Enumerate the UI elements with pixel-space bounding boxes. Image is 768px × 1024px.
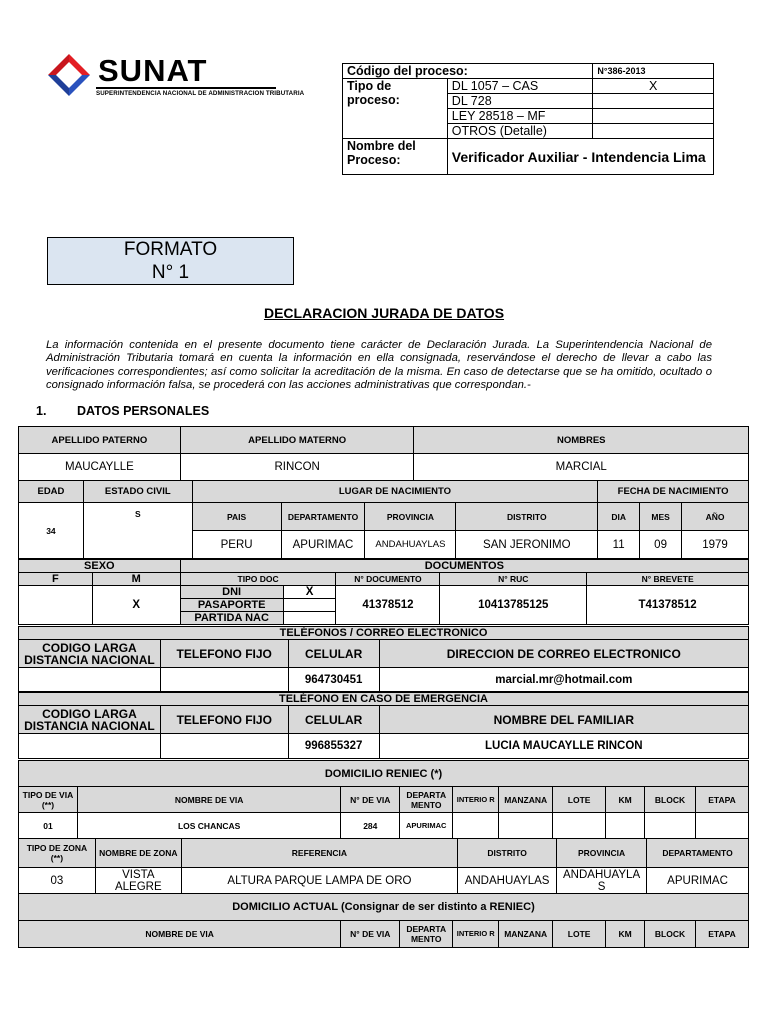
nombres: MARCIAL	[414, 454, 749, 481]
process-type-mark	[593, 109, 714, 124]
tipo-zona: 03	[19, 868, 96, 894]
process-type-name: DL 1057 – CAS	[447, 79, 593, 94]
current-address-band: DOMICILIO ACTUAL (Consignar de ser distinto a RENIEC)	[19, 894, 749, 921]
interior	[453, 813, 499, 839]
col-header: N° DOCUMENTO	[336, 573, 440, 586]
col-header: DEPARTAMENTO	[281, 503, 365, 531]
col-header: DIRECCION DE CORREO ELECTRONICO	[379, 640, 748, 668]
doc-type-mark	[283, 599, 336, 612]
col-header: MES	[640, 503, 682, 531]
tipo-via: 01	[19, 813, 78, 839]
col-header: TIPO DE VIA (**)	[19, 787, 78, 813]
emergency-band: TELÉFONO EN CASO DE EMERGENCIA	[19, 693, 749, 706]
col-header: N° BREVETE	[587, 573, 749, 586]
provincia: ANDAHUAYLAS	[365, 531, 456, 559]
section-heading	[36, 404, 209, 418]
col-header: CODIGO LARGA DISTANCIA NACIONAL	[19, 706, 161, 734]
col-header: N° DE VIA	[341, 787, 400, 813]
apellido-paterno: MAUCAYLLE	[19, 454, 181, 481]
etapa	[695, 813, 748, 839]
logo-wordmark: SUNAT	[98, 53, 208, 88]
nombre-via: LOS CHANCAS	[77, 813, 340, 839]
telefono-fijo	[160, 668, 288, 692]
codigo-larga-distancia	[19, 734, 161, 759]
col-header: APELLIDO PATERNO	[19, 427, 181, 454]
col-header: CODIGO LARGA DISTANCIA NACIONAL	[19, 640, 161, 668]
manzana	[499, 813, 553, 839]
col-header: INTERIO R	[453, 787, 499, 813]
col-header: PROVINCIA	[557, 839, 647, 868]
col-header: LOTE	[553, 921, 606, 948]
col-header: APELLIDO MATERNO	[180, 427, 414, 454]
col-header: INTERIO R	[453, 921, 499, 948]
process-type-mark	[593, 94, 714, 109]
process-code-value: N°386-2013	[593, 64, 714, 79]
nombre-zona: VISTA ALEGRE	[95, 868, 181, 894]
block	[645, 813, 696, 839]
process-table	[342, 63, 714, 175]
doc-type: DNI	[180, 586, 283, 599]
section-label: DATOS PERSONALES	[77, 404, 210, 418]
col-header: CELULAR	[288, 706, 379, 734]
col-header: LUGAR DE NACIMIENTO	[192, 481, 598, 503]
col-header: ETAPA	[696, 921, 749, 948]
col-header: DISTRITO	[458, 839, 557, 868]
col-header: FECHA DE NACIMIENTO	[598, 481, 749, 503]
current-address-table	[18, 893, 749, 948]
telefono-fijo	[160, 734, 288, 759]
doc-type: PARTIDA NAC	[180, 612, 283, 625]
col-header: EDAD	[19, 481, 84, 503]
process-type-name: OTROS (Detalle)	[447, 124, 593, 139]
referencia: ALTURA PARQUE LAMPA DE ORO	[181, 868, 457, 894]
col-header: MANZANA	[499, 921, 553, 948]
formato-line1: FORMATO	[123, 239, 218, 260]
numero-brevete: T41378512	[587, 586, 749, 625]
doc-type: PASAPORTE	[180, 599, 283, 612]
sexo-f	[19, 586, 93, 625]
dia: 11	[598, 531, 640, 559]
col-header: AÑO	[682, 503, 749, 531]
departamento-via: APURIMAC	[400, 813, 453, 839]
col-header: BLOCK	[645, 787, 696, 813]
col-header: TELEFONO FIJO	[160, 706, 288, 734]
col-header: M	[92, 573, 180, 586]
logo-subtitle: SUPERINTENDENCIA NACIONAL DE ADMINISTRACION TRIBUTARIA	[96, 87, 276, 97]
mes: 09	[640, 531, 682, 559]
codigo-larga-distancia	[19, 668, 161, 692]
col-header: NOMBRE DE ZONA	[95, 839, 181, 868]
anio: 1979	[682, 531, 749, 559]
emergency-table	[18, 692, 749, 759]
sunat-logo	[46, 52, 305, 100]
numero-ruc: 10413785125	[440, 586, 587, 625]
reniec-band: DOMICILIO RENIEC (*)	[19, 761, 749, 787]
process-type-mark	[593, 124, 714, 139]
col-header: DISTRITO	[456, 503, 598, 531]
celular-emergencia: 996855327	[288, 734, 379, 759]
names-table	[18, 426, 749, 481]
col-header: TELEFONO FIJO	[160, 640, 288, 668]
col-header: BLOCK	[645, 921, 696, 948]
col-header: PAIS	[192, 503, 281, 531]
col-header: DEPARTAMENTO	[647, 839, 749, 868]
col-header: MANZANA	[499, 787, 553, 813]
col-header: DEPARTA MENTO	[400, 787, 453, 813]
col-header: ETAPA	[695, 787, 748, 813]
reniec-table	[18, 760, 749, 839]
birth-table	[18, 480, 749, 559]
col-header: N° RUC	[440, 573, 587, 586]
process-type-mark: X	[593, 79, 714, 94]
col-header: TIPO DOC	[180, 573, 336, 586]
sexo-m: X	[92, 586, 180, 625]
process-type-name: LEY 28518 – MF	[447, 109, 593, 124]
sexo-header: SEXO	[19, 560, 181, 573]
col-header: ESTADO CIVIL	[83, 481, 192, 503]
process-type-label: Tipo de proceso:	[343, 79, 448, 139]
col-header: PROVINCIA	[365, 503, 456, 531]
col-header: REFERENCIA	[181, 839, 457, 868]
correo-electronico: marcial.mr@hotmail.com	[379, 668, 748, 692]
process-name-value: Verificador Auxiliar - Intendencia Lima	[447, 139, 713, 175]
departamento: APURIMAC	[281, 531, 365, 559]
phones-table	[18, 626, 749, 692]
col-header: F	[19, 573, 93, 586]
numero-via: 284	[341, 813, 400, 839]
col-header: LOTE	[553, 787, 606, 813]
documents-table	[18, 559, 749, 625]
lote	[553, 813, 606, 839]
apellido-materno: RINCON	[180, 454, 414, 481]
documentos-header: DOCUMENTOS	[180, 560, 748, 573]
pais: PERU	[192, 531, 281, 559]
col-header: KM	[606, 921, 645, 948]
estado-civil: S	[83, 503, 192, 559]
col-header: DEPARTA MENTO	[400, 921, 453, 948]
distrito: SAN JERONIMO	[456, 531, 598, 559]
celular: 964730451	[288, 668, 379, 692]
provincia: ANDAHUAYLA S	[557, 868, 647, 894]
col-header: N° DE VIA	[341, 921, 400, 948]
col-header: NOMBRES	[414, 427, 749, 454]
col-header: NOMBRE DEL FAMILIAR	[379, 706, 748, 734]
col-header: NOMBRE DE VIA	[77, 787, 340, 813]
departamento: APURIMAC	[647, 868, 749, 894]
formato-box	[47, 237, 294, 285]
process-type-name: DL 728	[447, 94, 593, 109]
phones-band: TELÉFONOS / CORREO ELECTRONICO	[19, 627, 749, 640]
process-code-label: Código del proceso:	[343, 64, 593, 79]
doc-type-mark	[283, 612, 336, 625]
process-name-label: Nombre del Proceso:	[343, 139, 448, 175]
col-header: NOMBRE DE VIA	[19, 921, 341, 948]
km	[606, 813, 645, 839]
nombre-familiar: LUCIA MAUCAYLLE RINCON	[379, 734, 748, 759]
col-header: DIA	[598, 503, 640, 531]
page-title: DECLARACION JURADA DE DATOS	[263, 305, 505, 321]
doc-type-mark: X	[283, 586, 336, 599]
col-header: CELULAR	[288, 640, 379, 668]
col-header: TIPO DE ZONA (**)	[19, 839, 96, 868]
edad: 34	[19, 503, 84, 559]
formato-line2: N° 1	[151, 262, 190, 283]
numero-documento: 41378512	[336, 586, 440, 625]
section-number: 1.	[36, 404, 47, 418]
sunat-emblem-icon	[46, 52, 92, 98]
col-header: KM	[606, 787, 645, 813]
intro-paragraph: La información contenida en el presente documento tiene carácter de Declaración Jurada. La Superintendencia Nacional de Administración Tributaria tomará en cuenta la información en ella consignada, reservándose el derecho de llevar a cabo las verificaciones correspondientes; así como solicitar la acreditación de la misma. En caso de detectarse que se ha omitido, ocultado o consignado información falsa, se procederá con las acciones administrativas que correspondan.-	[46, 339, 712, 392]
reniec-zone-table	[18, 838, 749, 894]
distrito: ANDAHUAYLAS	[458, 868, 557, 894]
